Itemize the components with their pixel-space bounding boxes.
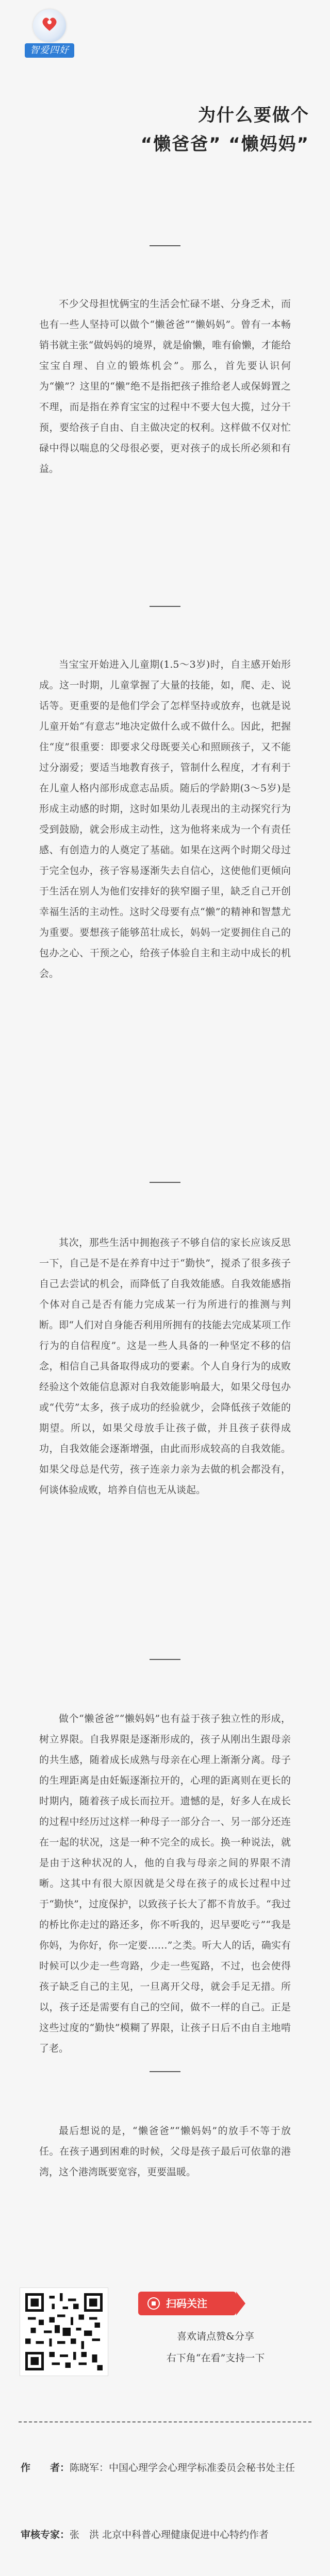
article-title-line1: 为什么要做个 (198, 105, 309, 126)
follow-hint-1: 喜欢请点赞&分享 (177, 2331, 254, 2342)
credit-author-text: 陈晓军：中国心理学会心理学标准委员会秘书处主任 (70, 2462, 295, 2473)
follow-hint-2: 右下角“在看”支持一下 (166, 2352, 265, 2364)
section-divider (150, 245, 180, 246)
qr-code[interactable] (20, 2287, 108, 2376)
paragraph-5: 最后想说的是，“懒爸爸”“懒妈妈”的放手不等于放任。在孩子遇到困难的时候，父母是孩子最后可依靠的港湾，这个港湾既要宽容，更要温暖。 (39, 2125, 291, 2178)
qr-code-icon (25, 2293, 103, 2370)
paragraph-2: 当宝宝开始进入儿童期(1.5～3岁)时，自主感开始形成。这一时期，儿童掌握了大量的技能，如，爬、走、说话等。更重要的是他们学会了怎样坚持或放弃，也就是说儿童开始“有意志”地决定做什么或不做什么。因此，把握住“度”很重要：即要求父母既要关心和照顾孩子，又不能过分溺爱；要适当地教育孩子，管制什么程度，才有利于在儿童人格内部形成意志品质。随后的学龄期(3～5岁)是形成主动感的时期，这时如果幼儿表现出的主动探究行为受到鼓励，就会形成主动性，这为他将来成为一个有责任感、有创造力的人奠定了基础。如果在这两个时期父母过于完全包办，孩子容易逐渐失去自信心，这使他们更倾向于生活在别人为他们安排好的狭窄圈子里，缺乏自己开创幸福生活的主动性。这时父母要有点“懒”的精神和智慧尤为重要。要想孩子能够茁壮成长，妈妈一定要拥住自己的包办之心、干预之心，给孩子体验自主和主动中成长的机会。 (39, 659, 291, 979)
credit-author (21, 2458, 309, 2478)
paragraph-3: 其次，那些生活中拥抱孩子不够自信的家长应该反思一下，自己是不是在养育中过于“勤快”，搅杀了很多孩子自己去尝试的机会，而降低了自我效能感。自我效能感指个体对自己是否有能力完成某一行为所进行的推测与判断。即“人们对自身能否利用所拥有的技能去完成某项工作行为的自信程度”。这是一些人具备的一种坚定不移的信念，相信自己具备取得成功的要素。个人自身行为的成败经验这个效能信息源对自我效能影响最大，如果父母包办或“代劳”太多，孩子成功的经验就少，会降低孩子效能的期望。所以，如果父母放手让孩子做，并且孩子获得成功，自我效能会逐渐增强，由此而形成较高的自我效能。如果父母总是代劳，孩子连亲力亲为去做的机会都没有，何谈体验成败，培养自信也无从谈起。 (39, 1237, 291, 1496)
heart-icon (41, 16, 58, 32)
scan-icon (147, 2297, 160, 2310)
credit-author-label: 作 者： (21, 2462, 70, 2473)
paragraph-4: 做个“懒爸爸”“懒妈妈”也有益于孩子独立性的形成，树立界限。自我界限是逐渐形成的，孩子从刚出生跟母亲的共生感，随着成长成熟与母亲在心理上渐渐分离。母子的生理距离是由妊娠逐渐拉开的，心理的距离则在更长的时期内，随着孩子成长而拉开。遗憾的是，好多人在成长的过程中经历过这样一种母子一部分合一、另一部分还连在一起的状况，这是一种不完全的成长。换一种说法，就是由于这种状况的人，他的自我与母亲之间的界限不清晰。这其中有很大原因就是父母在孩子的成长过程中过于“勤快”，过度保护，以致孩子长大了都不肯放手。“我过的桥比你走过的路还多，你不听我的，迟早要吃亏”“我是你妈，为你好，你一定要……”之类。听大人的话，确实有时候可以少走一些弯路，少走一些冤路，不过，也会使得孩子缺乏自己的主见，一旦离开父母，就会手足无措。所以，孩子还是需要有自己的空间，做不一样的自己。正是这些过度的“勤快”模糊了界限，让孩子日后不由自主地啃了老。 (39, 1713, 291, 2054)
logo-text: 智爱四好 (25, 43, 74, 58)
follow-label: 扫码关注 (166, 2297, 207, 2310)
section-divider (150, 2071, 180, 2072)
dashed-separator (19, 2421, 311, 2422)
section-divider (150, 1182, 180, 1183)
credit-reviewer (21, 2524, 309, 2545)
credit-reviewer-label: 审核专家： (21, 2529, 70, 2540)
credit-reviewer-text: 张 洪 北京中科普心理健康促进中心特约作者 (70, 2529, 269, 2540)
logo (18, 9, 79, 66)
follow-arrow (236, 2292, 245, 2315)
article-title-line2: “懒爸爸” “懒妈妈” (140, 134, 309, 155)
section-divider (150, 1659, 180, 1660)
section-divider (150, 606, 180, 607)
paragraph-1: 不少父母担忧俩宝的生活会忙碌不堪、分身乏术，而也有一些人坚持可以做个“懒爸爸”“懒妈妈”。曾有一本畅销书就主张“做妈妈的境界，就是偷懒，唯有偷懒，才能给宝宝自理、自立的锻炼机会”。那么，首先要认识何为“懒”？这里的“懒”绝不是指把孩子推给老人或保姆置之不理，而是指在养育宝宝的过程中不要大包大揽，过分干预，要给孩子自由、自主做决定的权利。这样做不仅对忙碌中得以喘息的父母很必要，更对孩子的成长所必须和有益。 (39, 298, 291, 474)
follow-button[interactable] (138, 2292, 236, 2315)
